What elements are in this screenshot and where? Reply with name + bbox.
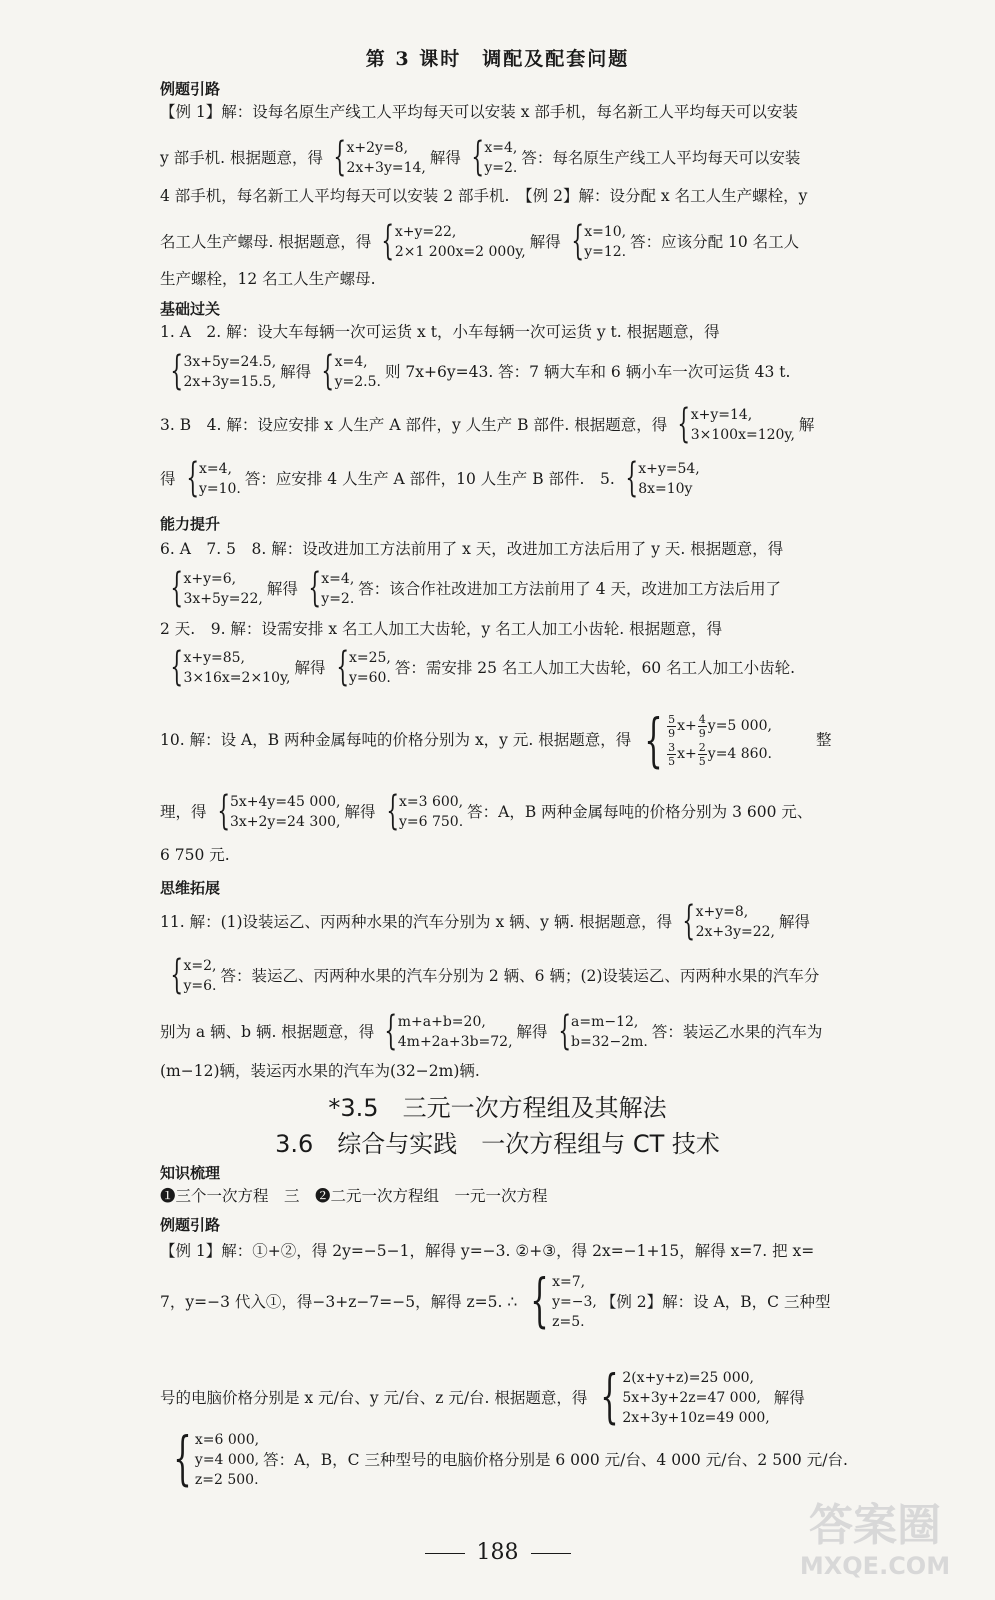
- text-line: 1. A 2. 解：设大车每辆一次可运货 x t，小车每辆一次可运货 y t. 根据题意，得: [160, 323, 720, 341]
- equation-system: { x+y=6, 3x+5y=22,: [170, 565, 263, 611]
- lesson-title: 第 3 课时 调配及配套问题: [365, 48, 630, 70]
- equation-system: { x=4, y=2.5.: [321, 348, 381, 394]
- text-line: 【例 1】解：①+②，得 2y=−5−1，解得 y=−3. ②+③，得 2x=−1+15，解得 x=7. 把 x=: [160, 1242, 815, 1260]
- text-line: (m−12)辆，装运丙水果的汽车为(32−2m)辆.: [160, 1062, 480, 1080]
- equation-system: { 5x+4y=45 000, 3x+2y=24 300,: [216, 788, 341, 834]
- text-line: 6. A 7. 5 8. 解：设改进加工方法前用了 x 天，改进加工方法后用了 y 天. 根据题意，得: [160, 540, 784, 558]
- text-line: 11. 解：(1)设装运乙、丙两种水果的汽车分别为 x 辆、y 辆. 根据题意，得 { x+y=8, 2x+3y=22, 解得: [160, 898, 810, 944]
- section-title: 3.6 综合与实践 一次方程组与 CT 技术: [275, 1130, 720, 1158]
- text-line: 名工人生产螺母. 根据题意，得 { x+y=22, 2×1 200x=2 000y, 解得 { x=10, y=12. 答：应该分配 10 名工人: [160, 218, 800, 264]
- equation-system: { x=4, y=2.: [308, 565, 355, 611]
- text-line: 3. B 4. 解：设应安排 x 人生产 A 部件，y 人生产 B 部件. 根据题意，得 { x+y=14, 3×100x=120y, 解: [160, 401, 815, 447]
- equation-system: { x+y=85, 3×16x=2×10y,: [170, 644, 291, 690]
- equation-system: { x=7, y=−3, z=5.: [530, 1266, 597, 1334]
- text-line: 10. 解：设 A，B 两种金属每吨的价格分别为 x，y 元. 根据题意，得 { $\frac{5}{9}$ x+ $\frac{4}{9}$ y=5 000, $\frac{3}{5}$ x+ $\frac{2}{5}$ y=4 860. 整: [160, 706, 832, 774]
- equation-system: { x=25, y=60.: [335, 644, 391, 690]
- equation-system: { x=3 600, y=6 750.: [385, 788, 464, 834]
- equation-system: { m+a+b=20, 4m+2a+3b=72,: [384, 1008, 513, 1054]
- equation-system: { x+y=22, 2×1 200x=2 000y,: [381, 218, 526, 264]
- equation-system: { x+y=8, 2x+3y=22,: [682, 898, 775, 944]
- section-title: *3.5 三元一次方程组及其解法: [328, 1094, 667, 1122]
- equation-system: { x=2, y=6.: [170, 952, 217, 998]
- section-heading: 基础过关: [160, 300, 221, 318]
- section-heading: 例题引路: [160, 80, 221, 98]
- equation-system: { x=4, y=2.: [471, 134, 518, 180]
- text-line: { x+y=85, 3×16x=2×10y, 解得 { x=25, y=60. 答：需安排 25 名工人加工大齿轮，60 名工人加工小齿轮.: [160, 648, 795, 688]
- text-line: 【例 1】解：设每名原生产线工人平均每天可以安装 x 部手机，每名新工人平均每天可以安装: [160, 103, 798, 121]
- text-line: 理，得 { 5x+4y=45 000, 3x+2y=24 300, 解得 { x=3 600, y=6 750. 答：A，B 两种金属每吨的价格分别为 3 600 元、: [160, 788, 813, 834]
- text-line: { x+y=6, 3x+5y=22, 解得 { x=4, y=2. 答：该合作社改进加工方法前用了 4 天，改进加工方法后用了: [160, 569, 781, 609]
- text-line: 别为 a 辆、b 辆. 根据题意，得 { m+a+b=20, 4m+2a+3b=72, 解得 { a=m−12, b=32−2m. 答：装运乙水果的汽车为: [160, 1008, 823, 1054]
- text-line: { x=6 000, y=4 000, z=2 500. 答：A，B，C 三种型号的电脑价格分别是 6 000 元/台、4 000 元/台、2 500 元/台.: [160, 1430, 848, 1490]
- equation-system: { x=4, y=10.: [185, 455, 241, 501]
- text-line: ❶三个一次方程 三 ❷二元一次方程组 一元一次方程: [160, 1187, 548, 1205]
- section-heading: 能力提升: [160, 515, 221, 533]
- text-line: 6 750 元.: [160, 846, 230, 864]
- equation-system: { x+2y=8, 2x+3y=14,: [333, 134, 426, 180]
- text-line: { 3x+5y=24.5, 2x+3y=15.5, 解得 { x=4, y=2.5. 则 7x+6y=43. 答：7 辆大车和 6 辆小车一次可运货 43 t.: [160, 352, 790, 392]
- text-line: 生产螺栓，12 名工人生产螺母.: [160, 270, 376, 288]
- section-heading: 知识梳理: [160, 1164, 221, 1182]
- text-line: 号的电脑价格分别是 x 元/台、y 元/台、z 元/台. 根据题意，得 { 2(x+y+z)=25 000, 5x+3y+2z=47 000, 2x+3y+10z=49 000, 解得: [160, 1362, 805, 1430]
- text-line: y 部手机. 根据题意，得 { x+2y=8, 2x+3y=14, 解得 { x=4, y=2. 答：每名原生产线工人平均每天可以安装: [160, 134, 801, 180]
- equation-system: { 3x+5y=24.5, 2x+3y=15.5,: [170, 348, 277, 394]
- equation-system: { x=6 000, y=4 000, z=2 500.: [173, 1424, 260, 1492]
- page-number: 188: [0, 1540, 995, 1565]
- watermark-logo: 答案圈 MXQE.COM: [799, 1500, 951, 1580]
- equation-system: { x+y=14, 3×100x=120y,: [677, 401, 795, 447]
- equation-system: { 2(x+y+z)=25 000, 5x+3y+2z=47 000, 2x+3y+10z=49 000,: [600, 1362, 770, 1430]
- text-line: 7，y=−3 代入①，得−3+z−7=−5，解得 z=5. ∴ { x=7, y=−3, z=5. 【例 2】解：设 A，B，C 三种型: [160, 1266, 831, 1334]
- text-line: 2 天. 9. 解：设需安排 x 名工人加工大齿轮，y 名工人加工小齿轮. 根据题意，得: [160, 620, 723, 638]
- equation-system: { x=10, y=12.: [571, 218, 627, 264]
- equation-system: { x+y=54, 8x=10y: [625, 455, 700, 501]
- text-line: 4 部手机，每名新工人平均每天可以安装 2 部手机. 【例 2】解：设分配 x 名工人生产螺栓，y: [160, 187, 808, 205]
- text-line: { x=2, y=6. 答：装运乙、丙两种水果的汽车分别为 2 辆、6 辆；(2)设装运乙、丙两种水果的汽车分: [160, 956, 819, 996]
- section-heading: 例题引路: [160, 1216, 221, 1234]
- section-heading: 思维拓展: [160, 879, 221, 897]
- equation-system: { a=m−12, b=32−2m.: [557, 1008, 648, 1054]
- equation-system: { $\frac{5}{9}$ x+ $\frac{4}{9}$ y=5 000, $\frac{3}{5}$ x+ $\frac{2}{5}$ y=4 860.: [644, 706, 772, 774]
- text-line: 得 { x=4, y=10. 答：应安排 4 人生产 A 部件，10 人生产 B 部件. 5. { x+y=54, 8x=10y: [160, 455, 700, 501]
